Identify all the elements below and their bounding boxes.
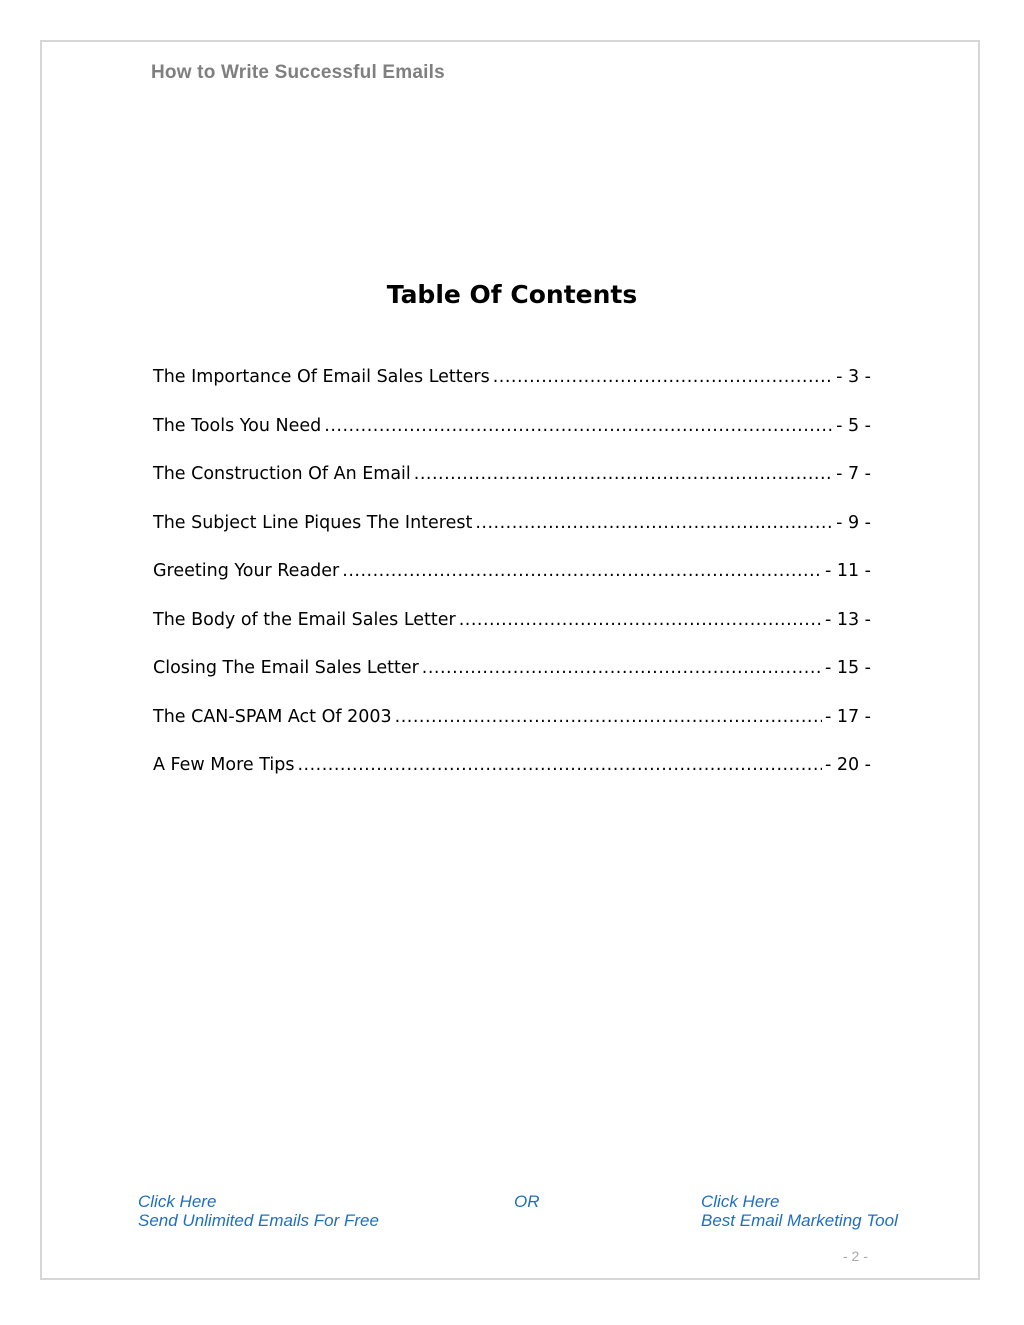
footer-left-line2: Send Unlimited Emails For Free: [138, 1211, 379, 1230]
toc-entry-label: The CAN-SPAM Act Of 2003: [153, 706, 392, 727]
toc-dot-leader: [475, 513, 833, 533]
footer-or-separator: OR: [514, 1192, 540, 1211]
toc-dot-leader: [395, 707, 822, 727]
toc-dot-leader: [342, 561, 822, 581]
toc-entry-page: - 17 -: [824, 706, 871, 727]
toc-dot-leader: [414, 464, 833, 484]
toc-entry[interactable]: [153, 707, 871, 756]
toc-entry-label: The Tools You Need: [153, 415, 322, 436]
toc-entry-label: The Importance Of Email Sales Letters: [153, 367, 490, 387]
toc-entry-label: Greeting Your Reader: [153, 561, 340, 581]
toc-entry-label: The Construction Of An Email: [153, 464, 411, 484]
toc-entry-page: - 9 -: [836, 512, 871, 533]
footer-right-line1: Click Here: [701, 1192, 780, 1211]
send-unlimited-emails-link[interactable]: [138, 1192, 379, 1230]
toc-entry-page: - 7 -: [836, 464, 871, 484]
toc-entry-label: A Few More Tips: [153, 755, 295, 775]
toc-entry[interactable]: [153, 658, 871, 707]
toc-entry[interactable]: [153, 367, 871, 416]
toc-entry[interactable]: [153, 513, 871, 562]
toc-entry-label: The Body of the Email Sales Letter: [153, 609, 456, 630]
running-header-title: How to Write Successful Emails: [151, 62, 445, 83]
toc-title: Table Of Contents: [386, 280, 638, 309]
toc-entry-label: The Subject Line Piques The Interest: [153, 512, 473, 533]
best-email-marketing-tool-link[interactable]: [701, 1192, 898, 1230]
toc-entry-page: - 5 -: [836, 415, 871, 436]
toc-dot-leader: [324, 416, 833, 436]
toc-entry[interactable]: [153, 755, 871, 804]
toc-entry[interactable]: [153, 610, 871, 659]
toc-entry-page: - 15 -: [824, 658, 871, 678]
footer-right-line2: Best Email Marketing Tool: [701, 1211, 898, 1230]
toc-list: [153, 367, 871, 804]
toc-dot-leader: [297, 755, 821, 775]
toc-dot-leader: [459, 610, 822, 630]
toc-entry-page: - 20 -: [824, 755, 871, 775]
toc-entry[interactable]: [153, 416, 871, 465]
toc-entry-page: - 13 -: [824, 609, 871, 630]
toc-entry-page: - 3 -: [836, 367, 871, 387]
footer-left-line1: Click Here: [138, 1192, 217, 1211]
toc-entry-page: - 11 -: [824, 561, 871, 581]
toc-dot-leader: [493, 367, 833, 387]
toc-entry[interactable]: [153, 561, 871, 610]
toc-entry[interactable]: [153, 464, 871, 513]
page-number: - 2 -: [843, 1248, 868, 1264]
toc-entry-label: Closing The Email Sales Letter: [153, 658, 419, 678]
toc-dot-leader: [422, 658, 822, 678]
